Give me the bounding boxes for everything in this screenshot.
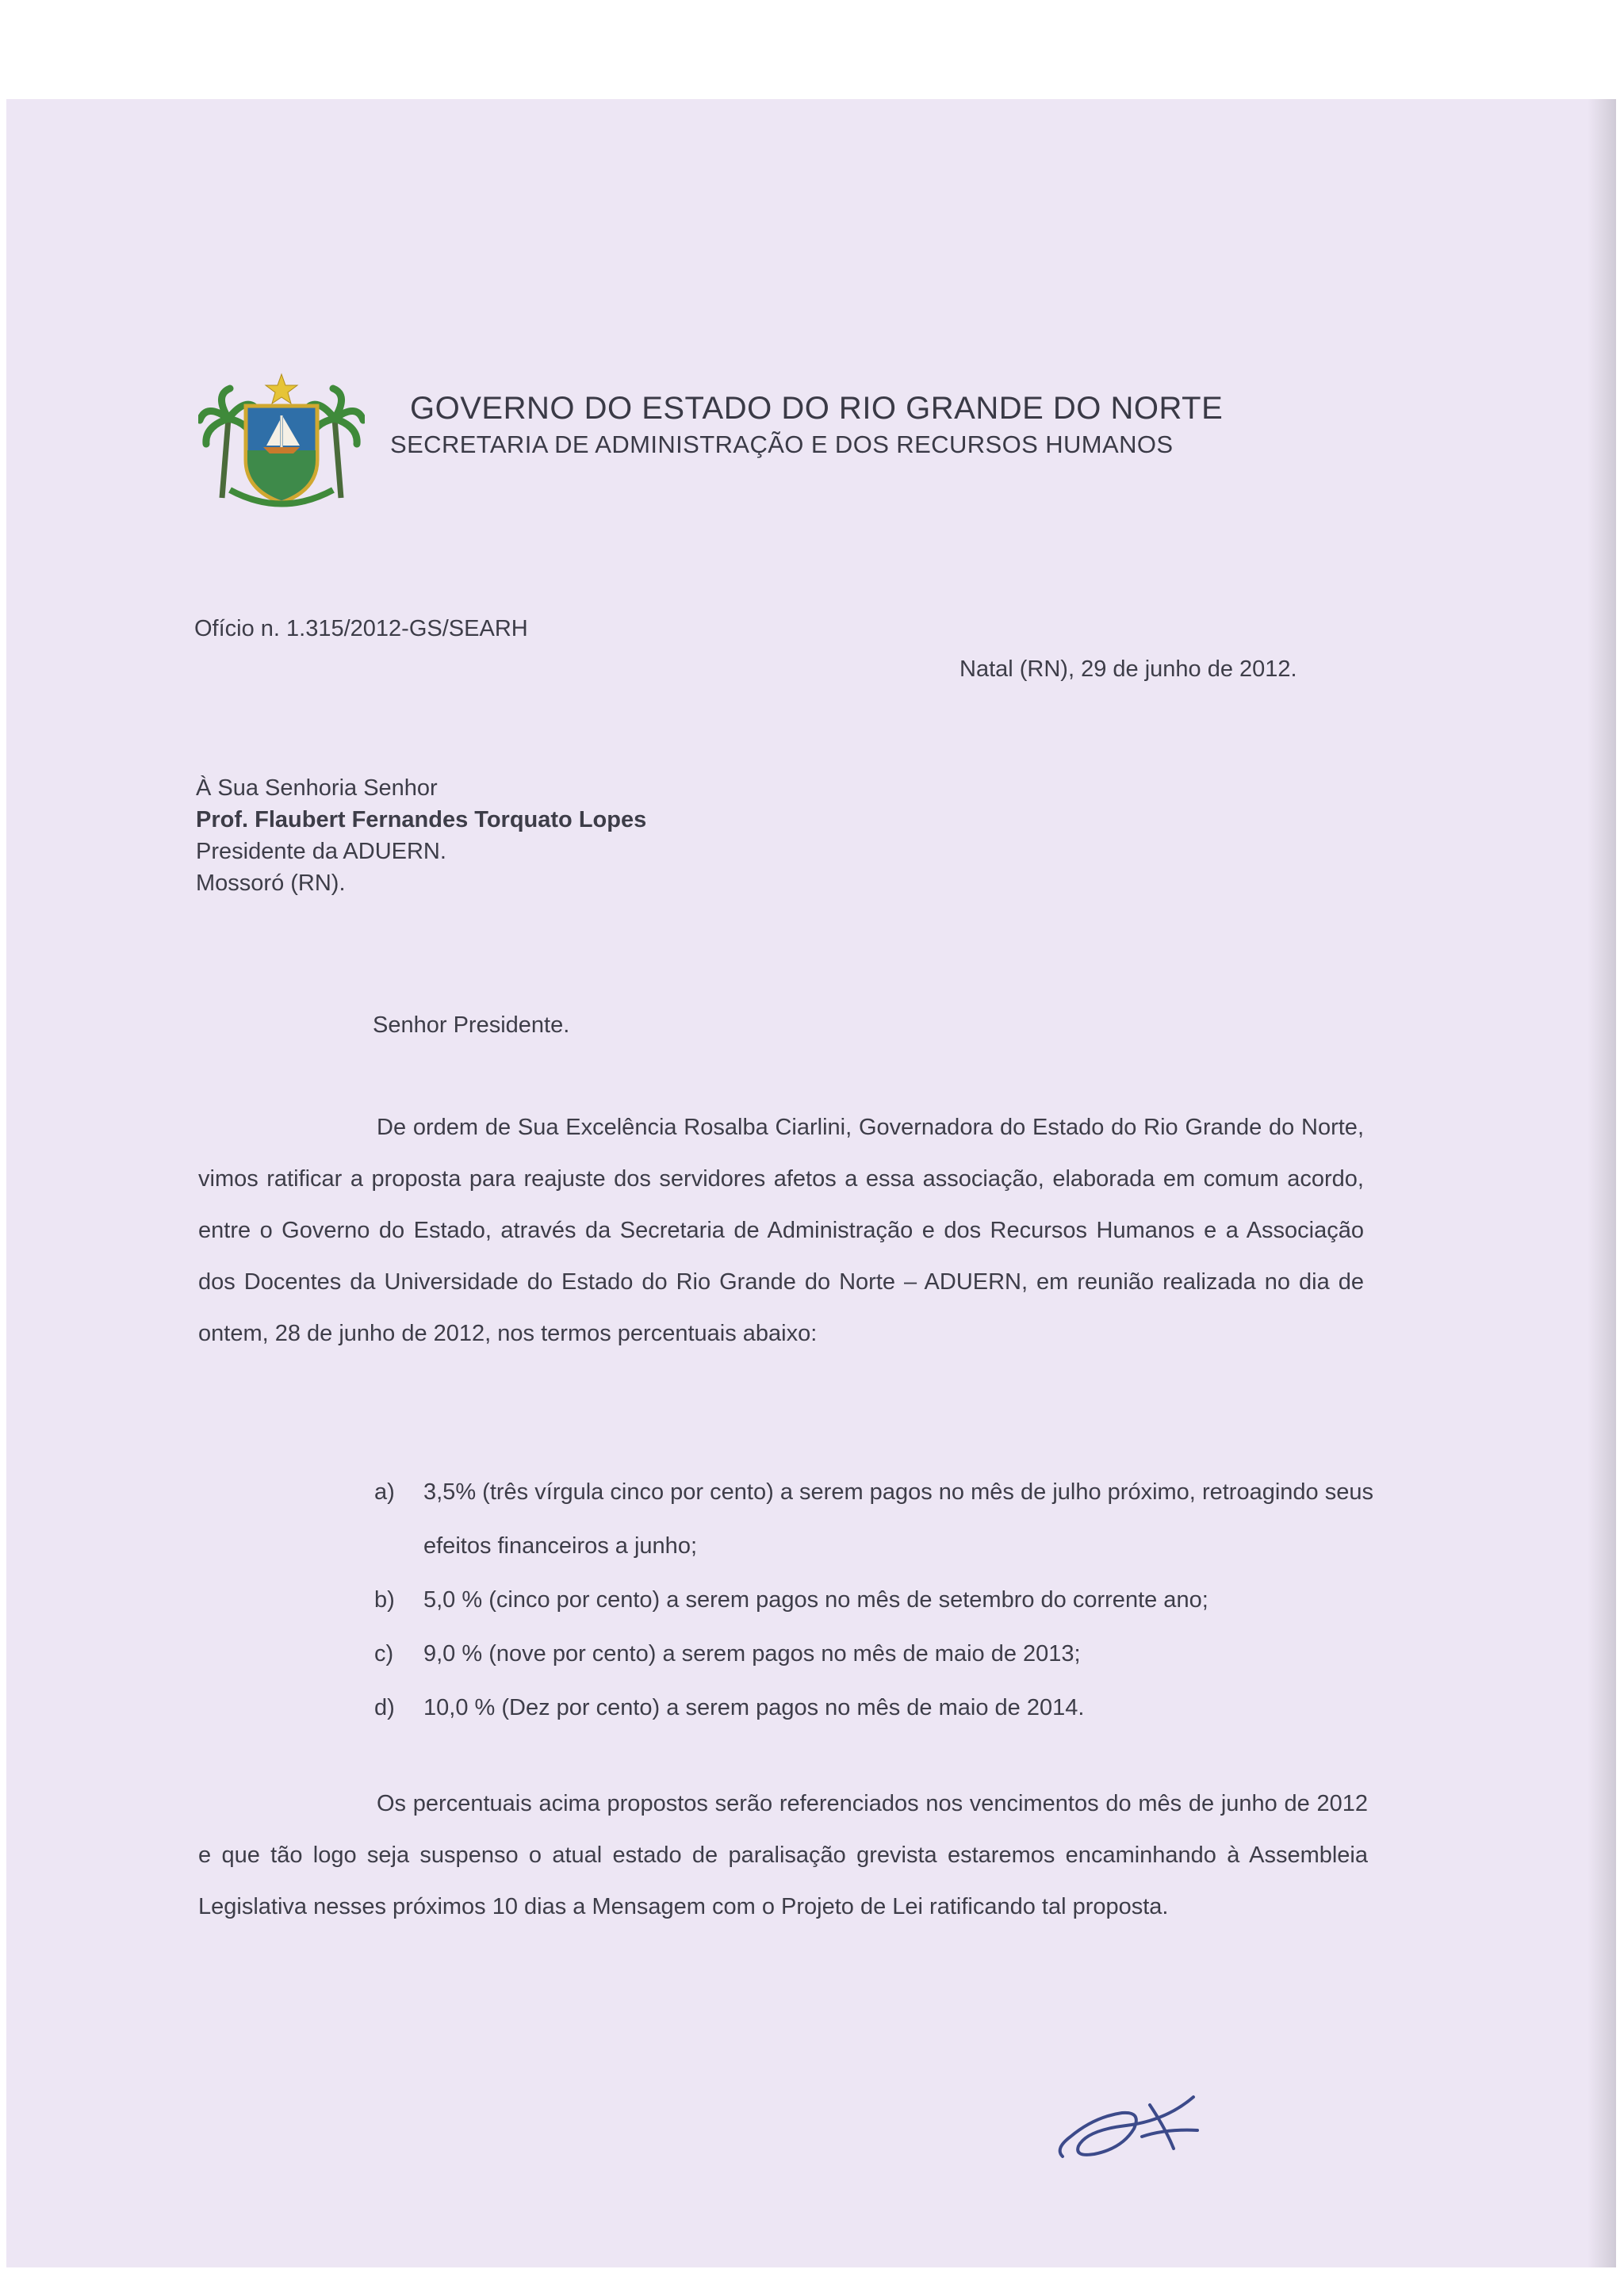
list-marker: d) [374,1695,395,1720]
list-item-text: 5,0 % (cinco por cento) a serem pagos no mês de setembro do corrente ano; [423,1587,1208,1613]
recipient-city: Mossoró (RN). [196,871,346,896]
recipient-name: Prof. Flaubert Fernandes Torquato Lopes [196,807,647,832]
body-paragraph-2: Os percentuais acima propostos serão referenciados nos vencimentos do mês de junho de 2012 e que tão logo seja suspenso o atual estado de paralisação grevista estaremos encaminhando à Assembleia Legislativa nesses próximos 10 dias a Mensagem com o Projeto de Lei ratificando tal proposta. [198,1791,1368,1919]
recipient-line: À Sua Senhoria Senhor [196,775,438,801]
list-item [374,1465,1373,1573]
list-item [374,1681,1373,1735]
list-item-text: 3,5% (três vírgula cinco por cento) a serem pagos no mês de julho próximo, retroagindo seus efeitos financeiros a junho; [423,1479,1373,1559]
list-item [374,1573,1373,1627]
recipient-role: Presidente da ADUERN. [196,839,446,864]
header-title: GOVERNO DO ESTADO DO RIO GRANDE DO NORTE [410,391,1224,426]
place-date: Natal (RN), 29 de junho de 2012. [959,656,1297,682]
list-item [374,1627,1373,1681]
list-marker: a) [374,1479,395,1505]
list-marker: c) [374,1641,394,1667]
page-edge-shadow [1588,99,1616,2267]
percentage-list [374,1465,1373,1735]
list-item-text: 9,0 % (nove por cento) a serem pagos no mês de maio de 2013; [423,1641,1081,1667]
list-marker: b) [374,1587,395,1613]
state-emblem-icon [198,371,365,507]
salutation: Senhor Presidente. [373,1012,570,1038]
header-subtitle: SECRETARIA DE ADMINISTRAÇÃO E DOS RECURSOS HUMANOS [390,430,1174,458]
body-paragraph-1: De ordem de Sua Excelência Rosalba Ciarlini, Governadora do Estado do Rio Grande do Norte, vimos ratificar a proposta para reajuste dos servidores afetos a essa associação, elaborada em comum acordo, entre o Governo do Estado, através da Secretaria de Administração e dos Recursos Humanos e a Associação dos Docentes da Universidade do Estado do Rio Grande do Norte – ADUERN, em reunião realizada no dia de ontem, 28 de junho de 2012, nos termos percentuais abaixo: [198,1115,1364,1346]
list-item-text: 10,0 % (Dez por cento) a serem pagos no mês de maio de 2014. [423,1695,1085,1720]
signature-icon [1047,2073,1205,2168]
document-reference: Ofício n. 1.315/2012-GS/SEARH [194,616,528,641]
